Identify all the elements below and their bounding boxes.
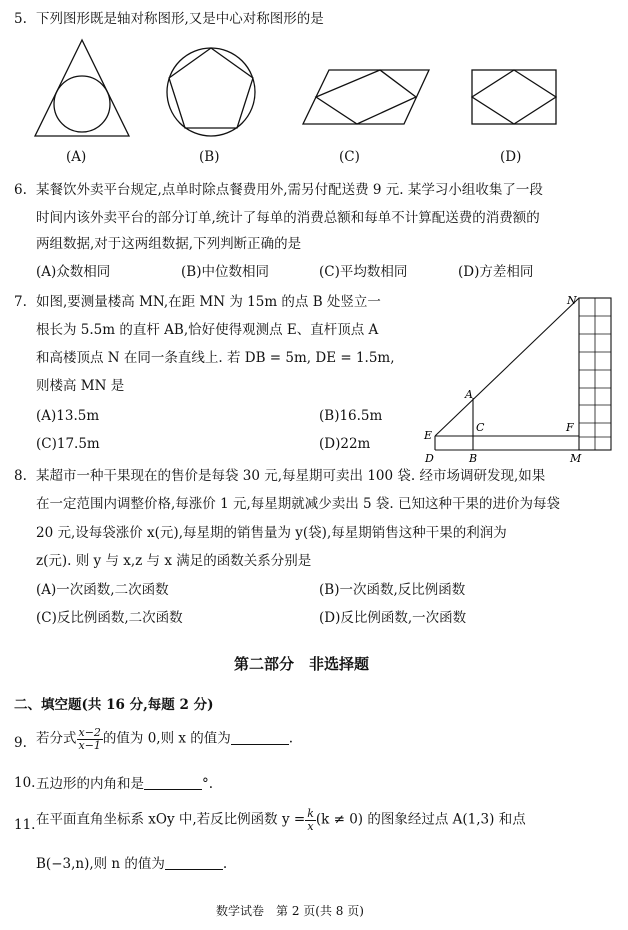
page-footer: 数学试卷 第 2 页(共 8 页): [216, 904, 364, 918]
q6-option-d: (D)方差相同: [458, 264, 534, 280]
q8-line4: z(元). 则 y 与 x,z 与 x 满足的函数关系分别是: [36, 553, 312, 569]
q5-option-c: (C): [339, 149, 360, 165]
q8-option-b: (B)一次函数,反比例函数: [319, 582, 466, 598]
q7-number: 7.: [14, 294, 27, 310]
q11-line2: B(−3,n),则 n 的值为: [36, 856, 165, 872]
q6-line2: 时间内该外卖平台的部分订单,统计了每单的消费总额和每单不计算配送费的消费额的: [36, 210, 540, 226]
q6-line3: 两组数据,对于这两组数据,下列判断正确的是: [36, 236, 302, 252]
q6-option-c: (C)平均数相同: [319, 264, 408, 280]
q9-frac-num: x−2: [78, 726, 101, 739]
q9-post: 的值为 0,则 x 的值为: [102, 730, 231, 747]
q6-option-b: (B)中位数相同: [181, 264, 269, 280]
q10-end: °.: [202, 776, 214, 792]
q7-option-a: (A)13.5m: [36, 408, 100, 424]
q7-line4: 则楼高 MN 是: [36, 378, 125, 394]
q7-option-d: (D)22m: [319, 436, 371, 452]
q11-answer-blank[interactable]: [165, 857, 223, 870]
q6-option-a: (A)众数相同: [36, 264, 111, 280]
q8-option-c: (C)反比例函数,二次函数: [36, 610, 183, 626]
q9-pre: 若分式: [36, 730, 77, 747]
q11-fraction: [305, 808, 316, 832]
q11-post: (k ≠ 0) 的图象经过点 A(1,3) 和点: [315, 811, 526, 828]
q8-line2: 在一定范围内调整价格,每涨价 1 元,每星期就减少卖出 5 袋. 已知这种干果的进价为每袋: [36, 496, 561, 512]
q6-line1: 某餐饮外卖平台规定,点单时除点餐费用外,需另付配送费 9 元. 某学习小组收集了一段: [36, 182, 543, 198]
fill-section-title: 二、填空题(共 16 分,每题 2 分): [14, 697, 214, 713]
q10-content: [36, 777, 213, 792]
q8-option-a: (A)一次函数,二次函数: [36, 582, 169, 598]
q8-line1: 某超市一种干果现在的售价是每袋 30 元,每星期可卖出 100 袋. 经市场调研发现,如果: [36, 468, 546, 484]
q7-label-m: M: [570, 452, 582, 465]
q10-answer-blank[interactable]: [144, 777, 202, 790]
q7-label-a: A: [465, 388, 473, 401]
q7-label-d: D: [425, 452, 434, 465]
q11-content: [36, 808, 526, 832]
q7-line1: 如图,要测量楼高 MN,在距 MN 为 15m 的点 B 处竖立一: [36, 294, 381, 310]
q7-line2: 根长为 5.5m 的直杆 AB,恰好使得观测点 E、直杆顶点 A: [36, 322, 379, 338]
q11-frac-den: x: [307, 819, 314, 833]
q5-option-a: (A): [66, 149, 87, 165]
q7-option-c: (C)17.5m: [36, 436, 100, 452]
q8-option-d: (D)反比例函数,一次函数: [319, 610, 467, 626]
q6-number: 6.: [14, 182, 27, 198]
q8-number: 8.: [14, 468, 27, 484]
q9-content: [36, 727, 293, 751]
q11-line2-wrap: [36, 857, 227, 872]
q7-line3: 和高楼顶点 N 在同一条直线上. 若 DB = 5m, DE = 1.5m,: [36, 350, 395, 366]
q7-label-f: F: [566, 421, 574, 434]
q9-fraction: [77, 727, 103, 751]
q5-option-b: (B): [199, 149, 220, 165]
q5-option-d: (D): [500, 149, 522, 165]
q7-label-n: N: [567, 294, 577, 307]
q11-frac-num: k: [307, 807, 314, 820]
q7-label-e: E: [424, 429, 433, 442]
section-title: 第二部分 非选择题: [234, 655, 370, 673]
q7-option-b: (B)16.5m: [319, 408, 383, 424]
q9-number: 9.: [14, 735, 27, 751]
q10-pre: 五边形的内角和是: [36, 776, 144, 792]
q9-answer-blank[interactable]: [231, 732, 289, 745]
q11-end: .: [222, 856, 228, 872]
q9-frac-den: x−1: [78, 738, 101, 752]
q11-pre: 在平面直角坐标系 xOy 中,若反比例函数 y =: [36, 811, 306, 828]
q5-stem: 下列图形既是轴对称图形,又是中心对称图形的是: [36, 11, 324, 27]
q10-number: 10.: [14, 775, 36, 791]
q9-end: .: [288, 730, 294, 747]
q8-line3: 20 元,设每袋涨价 x(元),每星期的销售量为 y(袋),每星期销售这种干果的利润为: [36, 525, 507, 541]
q7-label-b: B: [469, 452, 478, 465]
q11-number: 11.: [14, 817, 36, 833]
q7-label-c: C: [476, 421, 485, 434]
q5-number: 5.: [14, 11, 27, 27]
